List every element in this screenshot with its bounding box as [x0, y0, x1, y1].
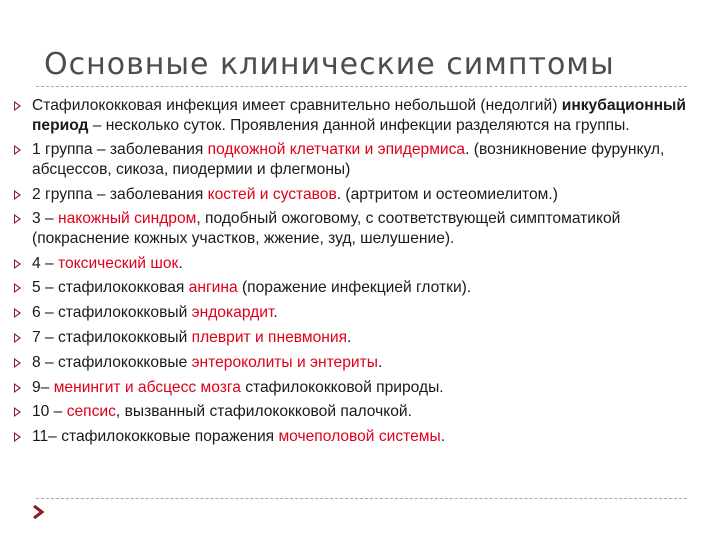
list-item: 3 – накожный синдром, подобный ожоговому, с соответствующей симптоматикой (покраснение кожных участков, жжение, зуд, шелушение). — [14, 209, 706, 248]
highlight-text: подкожной клетчатки и эпидермиса — [207, 141, 466, 159]
highlight-text: костей и суставов — [207, 185, 337, 203]
symptom-list — [14, 96, 706, 452]
highlight-text: накожный синдром — [58, 210, 197, 228]
list-item: 6 – стафилококковый эндокардит. — [14, 303, 706, 323]
triangle-bullet-icon — [14, 358, 21, 368]
list-item: 9– менингит и абсцесс мозга стафилококковой природы. — [14, 378, 706, 398]
triangle-bullet-icon — [14, 333, 21, 343]
highlight-text: плеврит и пневмония — [191, 329, 348, 347]
triangle-bullet-icon — [14, 190, 21, 200]
triangle-bullet-icon — [14, 383, 21, 393]
triangle-bullet-icon — [14, 101, 21, 111]
list-item: 8 – стафилококковые энтероколиты и энтериты. — [14, 353, 706, 373]
triangle-bullet-icon — [14, 214, 21, 224]
highlight-text: менингит и абсцесс мозга — [53, 378, 241, 396]
triangle-bullet-icon — [14, 145, 21, 155]
list-item: 11– стафилококковые поражения мочеполовой системы. — [14, 427, 706, 447]
highlight-text: ангина — [188, 279, 238, 297]
list-item: Стафилококковая инфекция имеет сравнительно небольшой (недолгий) инкубационный период – несколько суток. Проявления данной инфекции разделяются на группы. — [14, 96, 706, 135]
triangle-bullet-icon — [14, 259, 21, 269]
list-item: 2 группа – заболевания костей и суставов. (артритом и остеомиелитом.) — [14, 185, 706, 205]
page-title: Основные клинические симптомы — [44, 47, 615, 82]
list-item: 5 – стафилококковая ангина (поражение инфекцией глотки). — [14, 278, 706, 298]
list-item: 7 – стафилококковый плеврит и пневмония. — [14, 328, 706, 348]
footer-divider — [36, 498, 687, 499]
highlight-text: мочеполовой системы — [278, 428, 441, 446]
highlight-text: энтероколиты и энтериты — [191, 353, 378, 371]
title-divider — [36, 86, 687, 87]
list-item: 1 группа – заболевания подкожной клетчатки и эпидермиса. (возникновение фурункул, абсцессов, сикоза, пиодермии и флегмоны) — [14, 140, 706, 179]
highlight-text: эндокардит — [191, 304, 274, 322]
corner-decoration-icon — [30, 502, 50, 522]
triangle-bullet-icon — [14, 407, 21, 417]
list-item: 10 – сепсис, вызванный стафилококковой палочкой. — [14, 402, 706, 422]
triangle-bullet-icon — [14, 432, 21, 442]
triangle-bullet-icon — [14, 283, 21, 293]
highlight-text: токсический шок — [58, 254, 179, 272]
highlight-text: сепсис — [66, 403, 116, 421]
triangle-bullet-icon — [14, 308, 21, 318]
list-item: 4 – токсический шок. — [14, 254, 706, 274]
emphasis-text: инкубационный период — [32, 97, 686, 134]
